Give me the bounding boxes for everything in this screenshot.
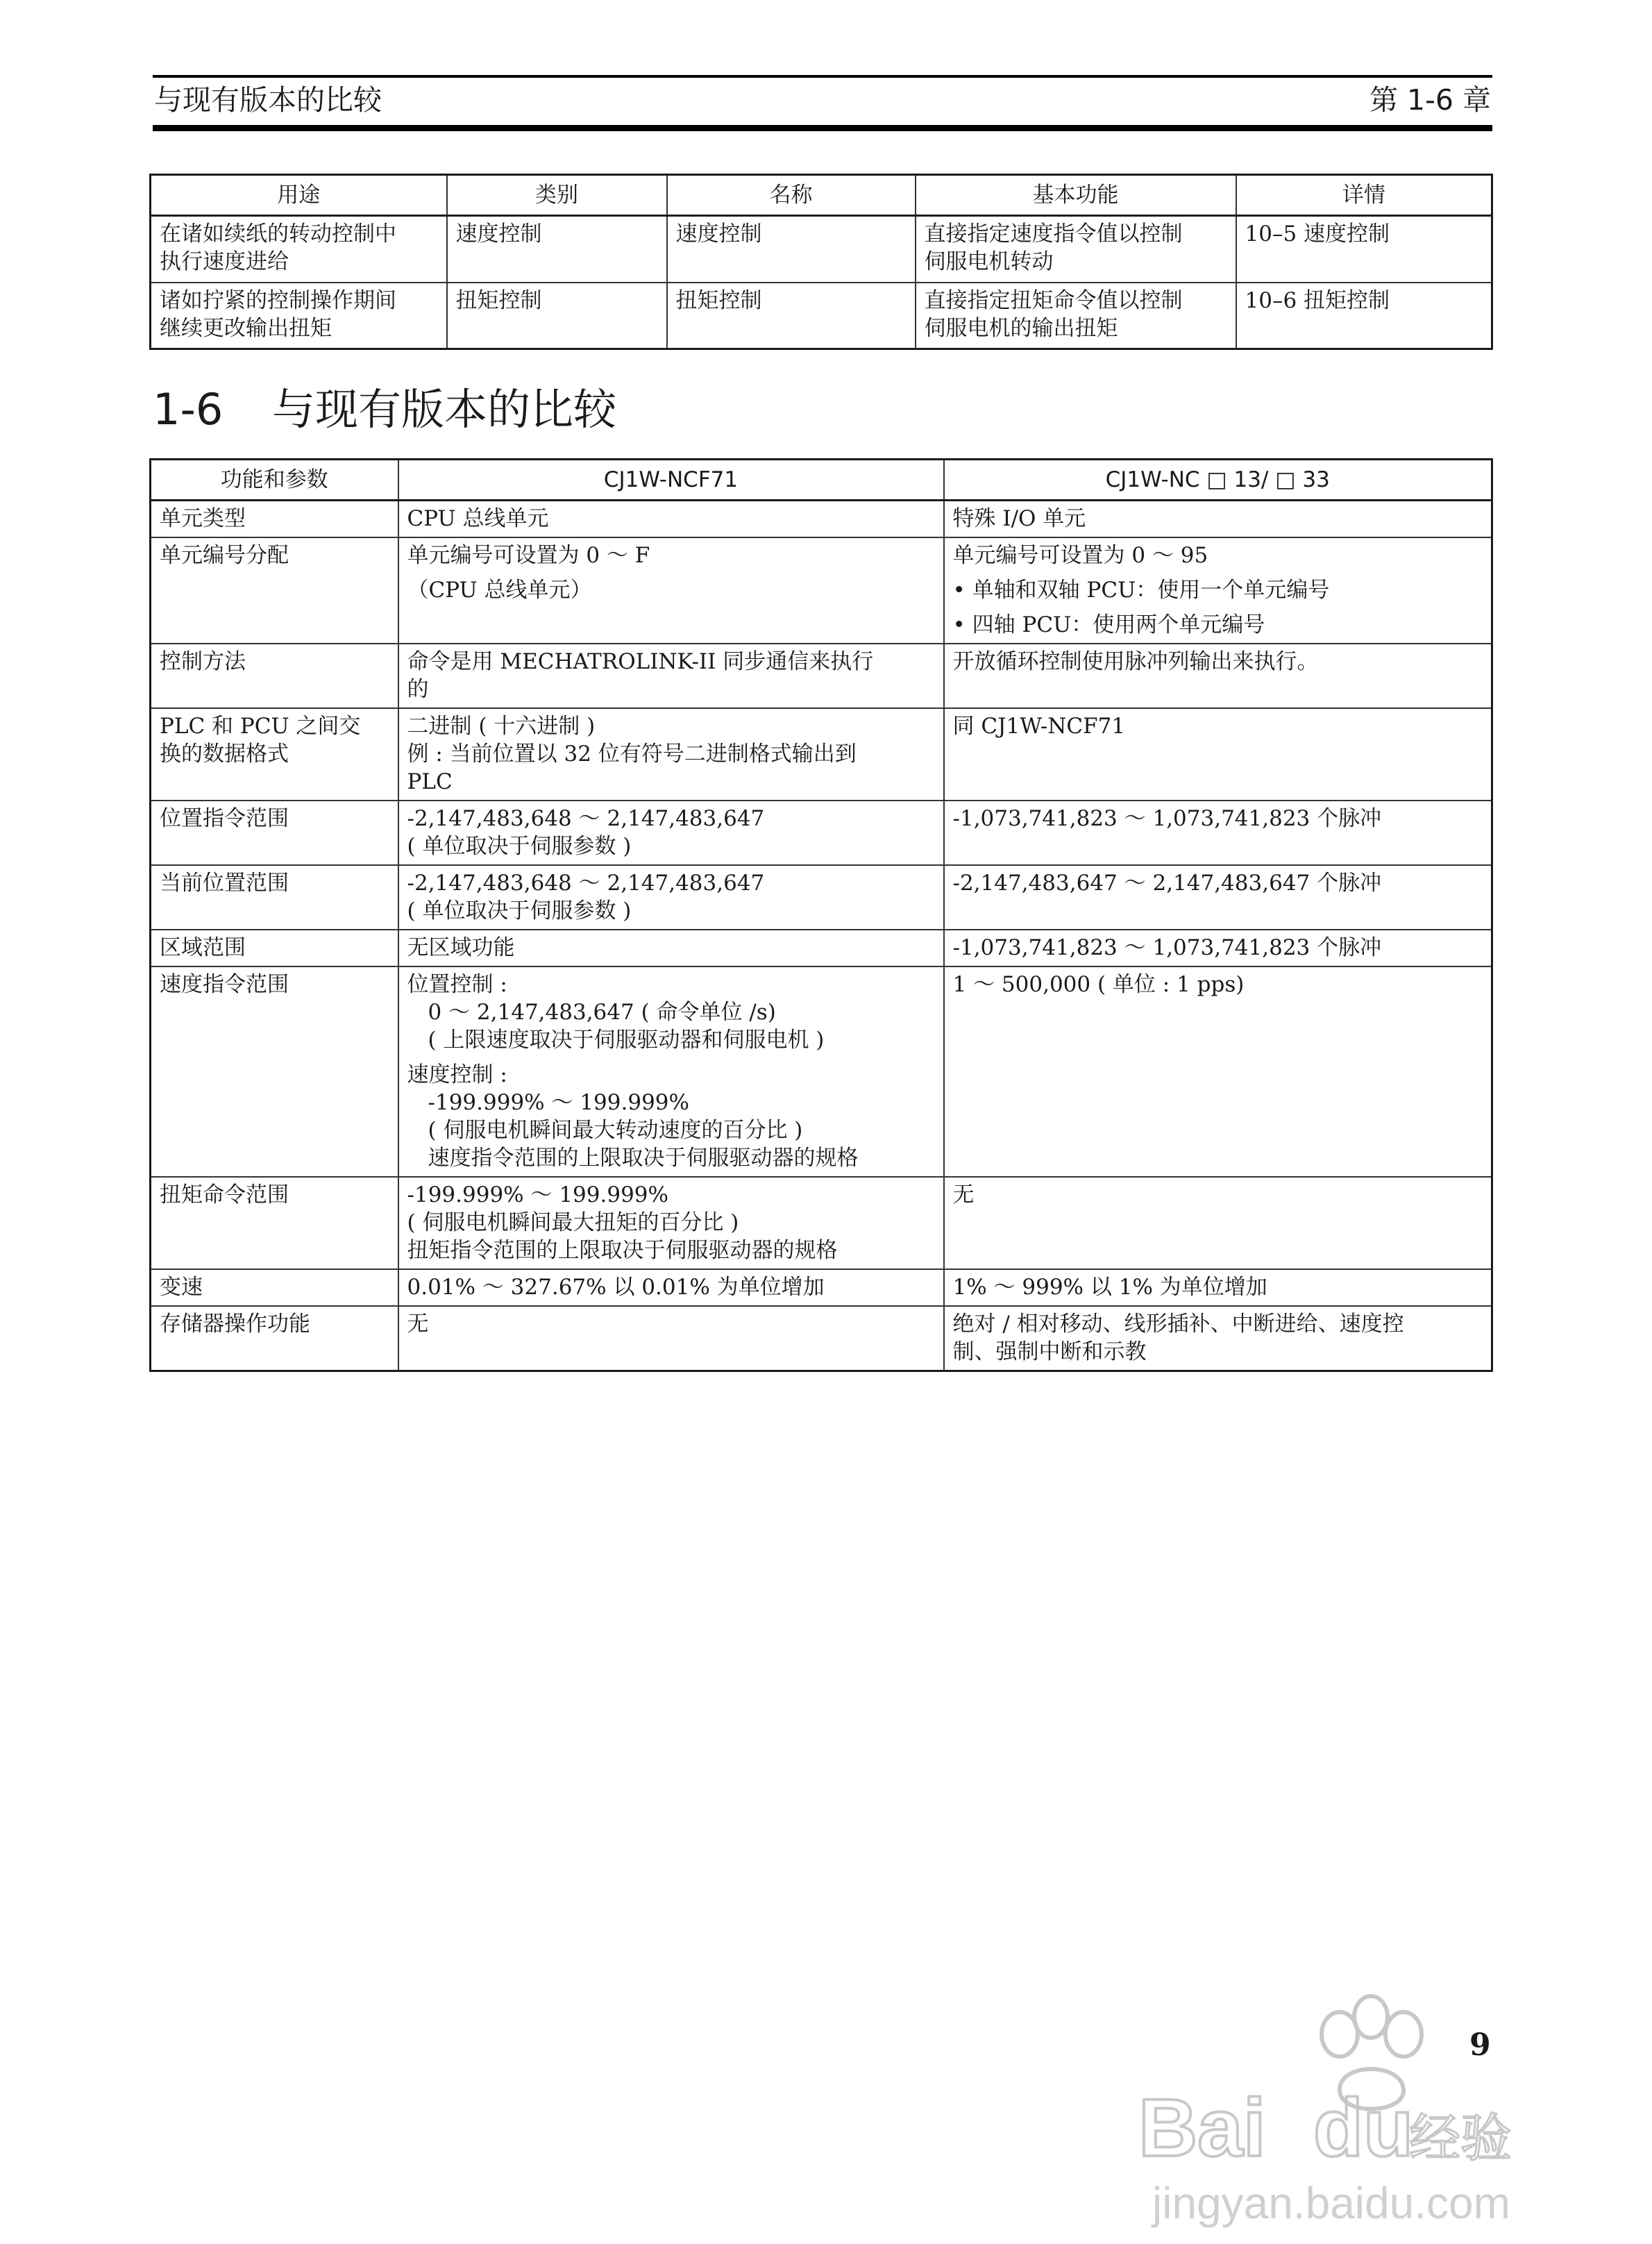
table-cell: [398, 966, 944, 1177]
row-label: 速度指令范围: [151, 966, 398, 1177]
comparison-table: [149, 458, 1493, 1372]
cell-text: PLC: [407, 769, 453, 794]
table-cell: 开放循环控制使用脉冲列输出来执行。: [944, 644, 1492, 708]
table-cell: 速度控制: [447, 216, 667, 283]
table-row: [151, 537, 1492, 644]
bullet-item: • 单轴和双轴 PCU：使用一个单元编号: [952, 578, 1330, 603]
table-row: [151, 801, 1492, 865]
row-label: 位置指令范围: [151, 801, 398, 865]
table-cell: [398, 801, 944, 865]
watermark-brand-suffix: du: [1313, 2082, 1414, 2174]
cell-text: 单元编号可设置为 0 ～ 95: [952, 543, 1208, 568]
cell-text: 例 : 当前位置以 32 位有符号二进制格式输出到: [407, 742, 857, 767]
table-cell: 1 ～ 500,000 ( 单位 : 1 pps): [944, 966, 1492, 1177]
cell-text: ( 伺服电机瞬间最大扭矩的百分比 ): [407, 1210, 739, 1235]
row-label: [151, 708, 398, 801]
watermark-url: jingyan.baidu.com: [1152, 2178, 1510, 2228]
cell-text: ( 单位取决于伺服参数 ): [407, 834, 632, 859]
table-cell: [944, 537, 1492, 644]
cell-text: 换的数据格式: [160, 742, 289, 767]
cell-text: -2,147,483,648 ～ 2,147,483,647: [407, 871, 765, 896]
row-label: 单元编号分配: [151, 537, 398, 644]
table-cell: [916, 283, 1236, 349]
cell-text: 直接指定速度指令值以控制: [924, 221, 1183, 246]
table-cell: 10–6 扭矩控制: [1236, 283, 1492, 349]
watermark-brand: Bai: [1138, 2082, 1266, 2174]
table-row: [151, 1306, 1492, 1371]
table-cell: -1,073,741,823 ～ 1,073,741,823 个脉冲: [944, 801, 1492, 865]
header-top-rule: [153, 75, 1492, 78]
header-bottom-rule: [153, 125, 1492, 131]
cell-text: 扭矩指令范围的上限取决于伺服驱动器的规格: [407, 1238, 838, 1263]
table-cell: [916, 216, 1236, 283]
cell-text: ( 单位取决于伺服参数 ): [407, 898, 632, 923]
column-header-ncf71: CJ1W-NCF71: [398, 460, 944, 501]
table-row: [151, 708, 1492, 801]
cell-text: 速度指令范围的上限取决于伺服驱动器的规格: [428, 1146, 859, 1171]
column-header-name: 名称: [667, 175, 916, 216]
page-number: 9: [1469, 2027, 1491, 2063]
watermark-cn: 经验: [1409, 2109, 1512, 2168]
running-header: [153, 75, 1492, 132]
table-cell: -1,073,741,823 ～ 1,073,741,823 个脉冲: [944, 930, 1492, 966]
table-row: [151, 865, 1492, 930]
cell-text: 在诸如续纸的转动控制中: [160, 221, 396, 246]
table-row: [151, 283, 1492, 349]
row-label: 扭矩命令范围: [151, 1177, 398, 1269]
table-cell: 无: [398, 1306, 944, 1371]
table-cell: [151, 216, 447, 283]
table-cell: [398, 644, 944, 708]
cell-text: 命令是用 MECHATROLINK-II 同步通信来执行: [407, 649, 874, 674]
table-row: [151, 930, 1492, 966]
row-label: 单元类型: [151, 501, 398, 538]
table-row: [151, 1269, 1492, 1306]
cell-text: -199.999% ～ 199.999%: [428, 1090, 689, 1115]
table-cell: [398, 537, 944, 644]
table-row: [151, 1177, 1492, 1269]
section-heading: [153, 382, 616, 437]
table-header-row: [151, 460, 1492, 501]
cell-text: 单元编号可设置为 0 ～ F: [407, 543, 650, 568]
cell-text: 执行速度进给: [160, 249, 289, 274]
table-row: [151, 501, 1492, 538]
control-modes-table: [149, 174, 1493, 350]
cell-text: 伺服电机转动: [924, 249, 1054, 274]
table-cell: [944, 1306, 1492, 1371]
table-cell: 扭矩控制: [667, 283, 916, 349]
table-cell: 0.01% ～ 327.67% 以 0.01% 为单位增加: [398, 1269, 944, 1306]
section-title: 与现有版本的比较: [272, 384, 617, 435]
row-label: 当前位置范围: [151, 865, 398, 930]
column-header-details: 详情: [1236, 175, 1492, 216]
table-row: [151, 644, 1492, 708]
cell-text: 的: [407, 677, 429, 702]
table-cell: -2,147,483,647 ～ 2,147,483,647 个脉冲: [944, 865, 1492, 930]
table-cell: 无区域功能: [398, 930, 944, 966]
baidu-jingyan-watermark: [1131, 1958, 1520, 2236]
table-cell: 速度控制: [667, 216, 916, 283]
column-header-use: 用途: [151, 175, 447, 216]
cell-text: -199.999% ～ 199.999%: [407, 1182, 668, 1207]
header-title: 与现有版本的比较: [154, 83, 382, 117]
table-row: [151, 966, 1492, 1177]
table-cell: 同 CJ1W-NCF71: [944, 708, 1492, 801]
bullet-item: • 四轴 PCU：使用两个单元编号: [952, 612, 1265, 637]
table-cell: [398, 865, 944, 930]
table-cell: 扭矩控制: [447, 283, 667, 349]
table-header-row: [151, 175, 1492, 216]
cell-text: 0 ～ 2,147,483,647 ( 命令单位 /s): [428, 1000, 776, 1025]
column-header-nc: CJ1W-NC □ 13/ □ 33: [944, 460, 1492, 501]
row-label: 变速: [151, 1269, 398, 1306]
table-cell: [151, 283, 447, 349]
cell-text: -2,147,483,648 ～ 2,147,483,647: [407, 806, 765, 831]
cell-text: 继续更改输出扭矩: [160, 315, 332, 341]
table-cell: 1% ～ 999% 以 1% 为单位增加: [944, 1269, 1492, 1306]
table-cell: 特殊 I/O 单元: [944, 501, 1492, 538]
row-label: 控制方法: [151, 644, 398, 708]
header-chapter: 第 1-6 章: [1369, 83, 1491, 117]
cell-text: 直接指定扭矩命令值以控制: [924, 287, 1183, 313]
cell-text: 制、强制中断和示教: [952, 1339, 1147, 1364]
column-header-category: 类别: [447, 175, 667, 216]
table-cell: 10–5 速度控制: [1236, 216, 1492, 283]
cell-text: ( 上限速度取决于伺服驱动器和伺服电机 ): [428, 1028, 825, 1053]
cell-text: 速度控制 :: [407, 1062, 507, 1087]
column-header-function: 基本功能: [916, 175, 1236, 216]
cell-text: 诸如拧紧的控制操作期间: [160, 287, 396, 313]
cell-text: ( 伺服电机瞬间最大转动速度的百分比 ): [428, 1118, 803, 1143]
table-row: [151, 216, 1492, 283]
cell-text: PLC 和 PCU 之间交: [160, 714, 361, 739]
section-number: 1-6: [153, 384, 224, 435]
row-label: 存储器操作功能: [151, 1306, 398, 1371]
table-cell: CPU 总线单元: [398, 501, 944, 538]
column-header-parameter: 功能和参数: [151, 460, 398, 501]
table-cell: [398, 1177, 944, 1269]
cell-text: 伺服电机的输出扭矩: [924, 315, 1118, 341]
cell-text: 位置控制 :: [407, 972, 507, 997]
table-cell: 无: [944, 1177, 1492, 1269]
cell-text: （CPU 总线单元）: [407, 578, 592, 603]
cell-text: 绝对 / 相对移动、线形插补、中断进给、速度控: [952, 1312, 1404, 1337]
cell-text: 二进制 ( 十六进制 ): [407, 714, 596, 739]
table-cell: [398, 708, 944, 801]
row-label: 区域范围: [151, 930, 398, 966]
